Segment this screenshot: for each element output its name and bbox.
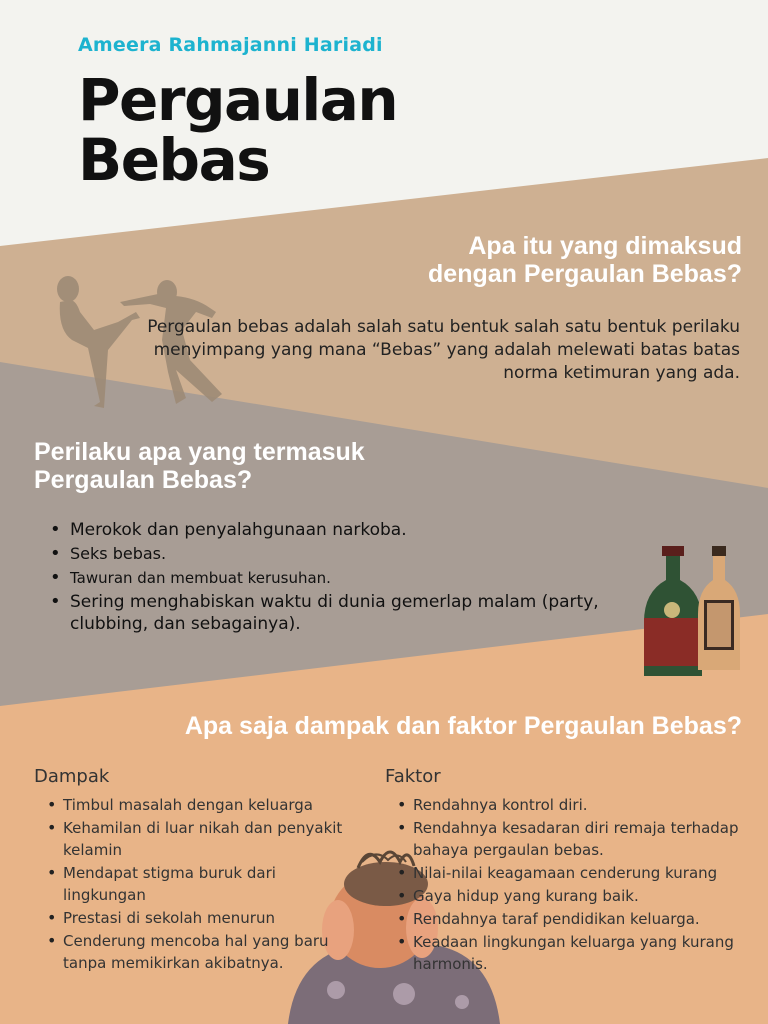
list-item: • Kehamilan di luar nikah dan penyakit kelamin (34, 817, 354, 861)
section1-body-line-2: menyimpang yang mana “Bebas” yang adalah melewati batas batas (153, 340, 740, 360)
list-item: • Rendahnya taraf pendidikan keluarga. (384, 908, 764, 930)
list-item: • Cenderung mencoba hal yang baru tanpa memikirkan akibatnya. (34, 930, 354, 974)
list-item: • Timbul masalah dengan keluarga (34, 794, 354, 816)
dampak-list (34, 794, 354, 975)
list-item: • Sering menghabiskan waktu di dunia gemerlap malam (party, clubbing, dan sebagainya). (50, 591, 620, 635)
faktor-list (384, 794, 764, 976)
list-item: • Keadaan lingkungan keluarga yang kurang harmonis. (384, 931, 764, 975)
section1-body (100, 316, 740, 385)
list-item: • Nilai-nilai keagamaan cenderung kurang (384, 862, 764, 884)
list-item: • Rendahnya kesadaran diri remaja terhadap bahaya pergaulan bebas. (384, 817, 764, 861)
dampak-title: Dampak (34, 766, 110, 787)
title-line-1: Pergaulan (78, 66, 398, 134)
section1-body-line-1: Pergaulan bebas adalah salah satu bentuk salah satu bentuk perilaku (147, 317, 740, 337)
section2-heading-line-2: Pergaulan Bebas? (34, 466, 253, 494)
list-item: • Mendapat stigma buruk dari lingkungan (34, 862, 354, 906)
list-item: • Prestasi di sekolah menurun (34, 907, 354, 929)
faktor-title: Faktor (385, 766, 441, 787)
section1-heading-line-1: Apa itu yang dimaksud (468, 232, 742, 260)
section2-heading (34, 438, 434, 494)
list-item: • Tawuran dan membuat kerusuhan. (50, 567, 620, 589)
behavior-list (50, 519, 620, 637)
page-title (78, 66, 398, 194)
section1-body-line-3: norma ketimuran yang ada. (503, 363, 740, 383)
list-item: • Rendahnya kontrol diri. (384, 794, 764, 816)
section1-heading-line-2: dengan Pergaulan Bebas? (428, 260, 742, 288)
section1-heading (322, 232, 742, 288)
section2-heading-line-1: Perilaku apa yang termasuk (34, 438, 365, 466)
list-item: • Gaya hidup yang kurang baik. (384, 885, 764, 907)
section3-heading: Apa saja dampak dan faktor Pergaulan Bebas? (184, 712, 742, 740)
list-item: • Merokok dan penyalahgunaan narkoba. (50, 519, 620, 541)
list-item: • Seks bebas. (50, 543, 620, 565)
title-line-2: Bebas (78, 126, 270, 194)
author-name: Ameera Rahmajanni Hariadi (78, 34, 383, 56)
